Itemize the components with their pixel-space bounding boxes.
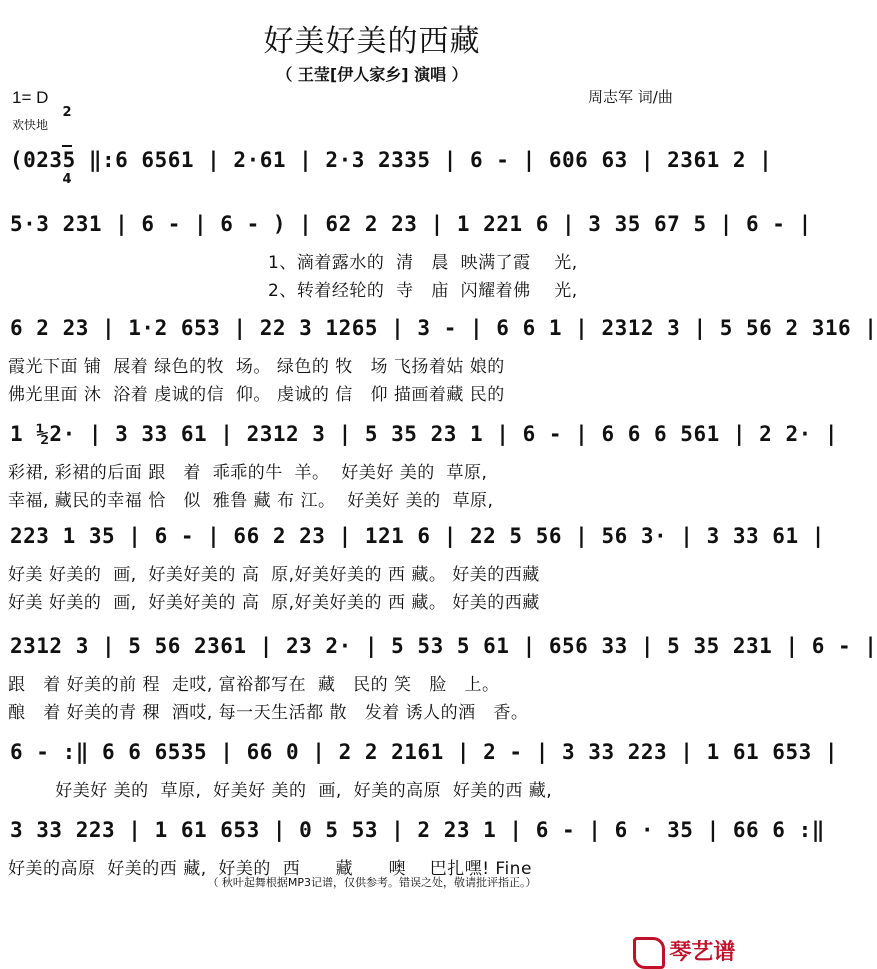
- logo-text: 琴艺谱: [669, 940, 736, 965]
- lyric-line: 1、滴着露水的 清 晨 映满了霞 光,: [268, 253, 578, 273]
- composer-credit: 周志军 词/曲: [588, 88, 673, 106]
- lyric-line: 酿 着 好美的青 稞 酒哎, 每一天生活都 散 发着 诱人的酒 香。: [8, 703, 529, 723]
- time-signature: [62, 80, 72, 199]
- lyric-line: 2、转着经轮的 寺 庙 闪耀着佛 光,: [268, 281, 578, 301]
- logo-icon: [633, 937, 665, 969]
- footer-note: （ 秋叶起舞根据MP3记谱，仅供参考。错误之处，敬请批评指正。）: [207, 876, 537, 889]
- site-logo: [618, 910, 735, 969]
- notation-line: 5·3 231 | 6 - | 6 - ) | 62 2 23 | 1 221 6 | 3 35 67 5 | 6 - |: [10, 212, 812, 236]
- meter-bottom: 4: [62, 172, 72, 187]
- notation-line: 3 33 223 | 1 61 653 | 0 5 53 | 2 23 1 | 6 - | 6 · 35 | 66 6 :‖: [10, 818, 825, 842]
- lyric-line: 佛光里面 沐 浴着 虔诚的信 仰。 虔诚的 信 仰 描画着藏 民的: [8, 385, 505, 405]
- lyric-line: 幸福, 藏民的幸福 恰 似 雅鲁 藏 布 江。 好美好 美的 草原,: [8, 491, 494, 511]
- lyric-line: 彩裙, 彩裙的后面 跟 着 乖乖的牛 羊。 好美好 美的 草原,: [8, 463, 488, 483]
- notation-line: 2312 3 | 5 56 2361 | 23 2· | 5 53 5 61 | 656 33 | 5 35 231 | 6 - |: [10, 634, 877, 658]
- notation-line: (0235 ‖:6 6561 | 2·61 | 2·3 2335 | 6 - | 606 63 | 2361 2 |: [10, 148, 773, 172]
- song-title: 好美好美的西藏: [263, 24, 481, 59]
- lyric-line: 好美的高原 好美的西 藏, 好美的 西 藏 噢 巴扎嘿! Fine: [8, 859, 532, 879]
- tempo-marking: 欢快地: [12, 118, 49, 132]
- notation-line: 6 2 23 | 1·2 653 | 22 3 1265 | 3 - | 6 6 1 | 2312 3 | 5 56 2 316 |: [10, 316, 877, 340]
- key-signature: 1= D: [12, 88, 49, 107]
- song-subtitle: （ 王莹[伊人家乡] 演唱 ）: [276, 65, 468, 84]
- notation-line: 223 1 35 | 6 - | 66 2 23 | 121 6 | 22 5 56 | 56 3· | 3 33 61 |: [10, 524, 825, 548]
- meter-top: 2: [62, 105, 72, 120]
- lyric-line: 跟 着 好美的前 程 走哎, 富裕都写在 藏 民的 笑 脸 上。: [8, 675, 500, 695]
- lyric-line: 好美 好美的 画, 好美好美的 高 原,好美好美的 西 藏。 好美的西藏: [8, 593, 540, 613]
- lyric-line: 霞光下面 铺 展着 绿色的牧 场。 绿色的 牧 场 飞扬着姑 娘的: [8, 357, 505, 377]
- notation-line: 6 - :‖ 6 6 6535 | 66 0 | 2 2 2161 | 2 - | 3 33 223 | 1 61 653 |: [10, 740, 839, 764]
- meter-divider: [62, 145, 72, 147]
- lyric-line: 好美好 美的 草原, 好美好 美的 画, 好美的高原 好美的西 藏,: [8, 781, 553, 801]
- notation-line: 1 ½2· | 3 33 61 | 2312 3 | 5 35 23 1 | 6 - | 6 6 6 561 | 2 2· |: [10, 422, 839, 446]
- lyric-line: 好美 好美的 画, 好美好美的 高 原,好美好美的 西 藏。 好美的西藏: [8, 565, 540, 585]
